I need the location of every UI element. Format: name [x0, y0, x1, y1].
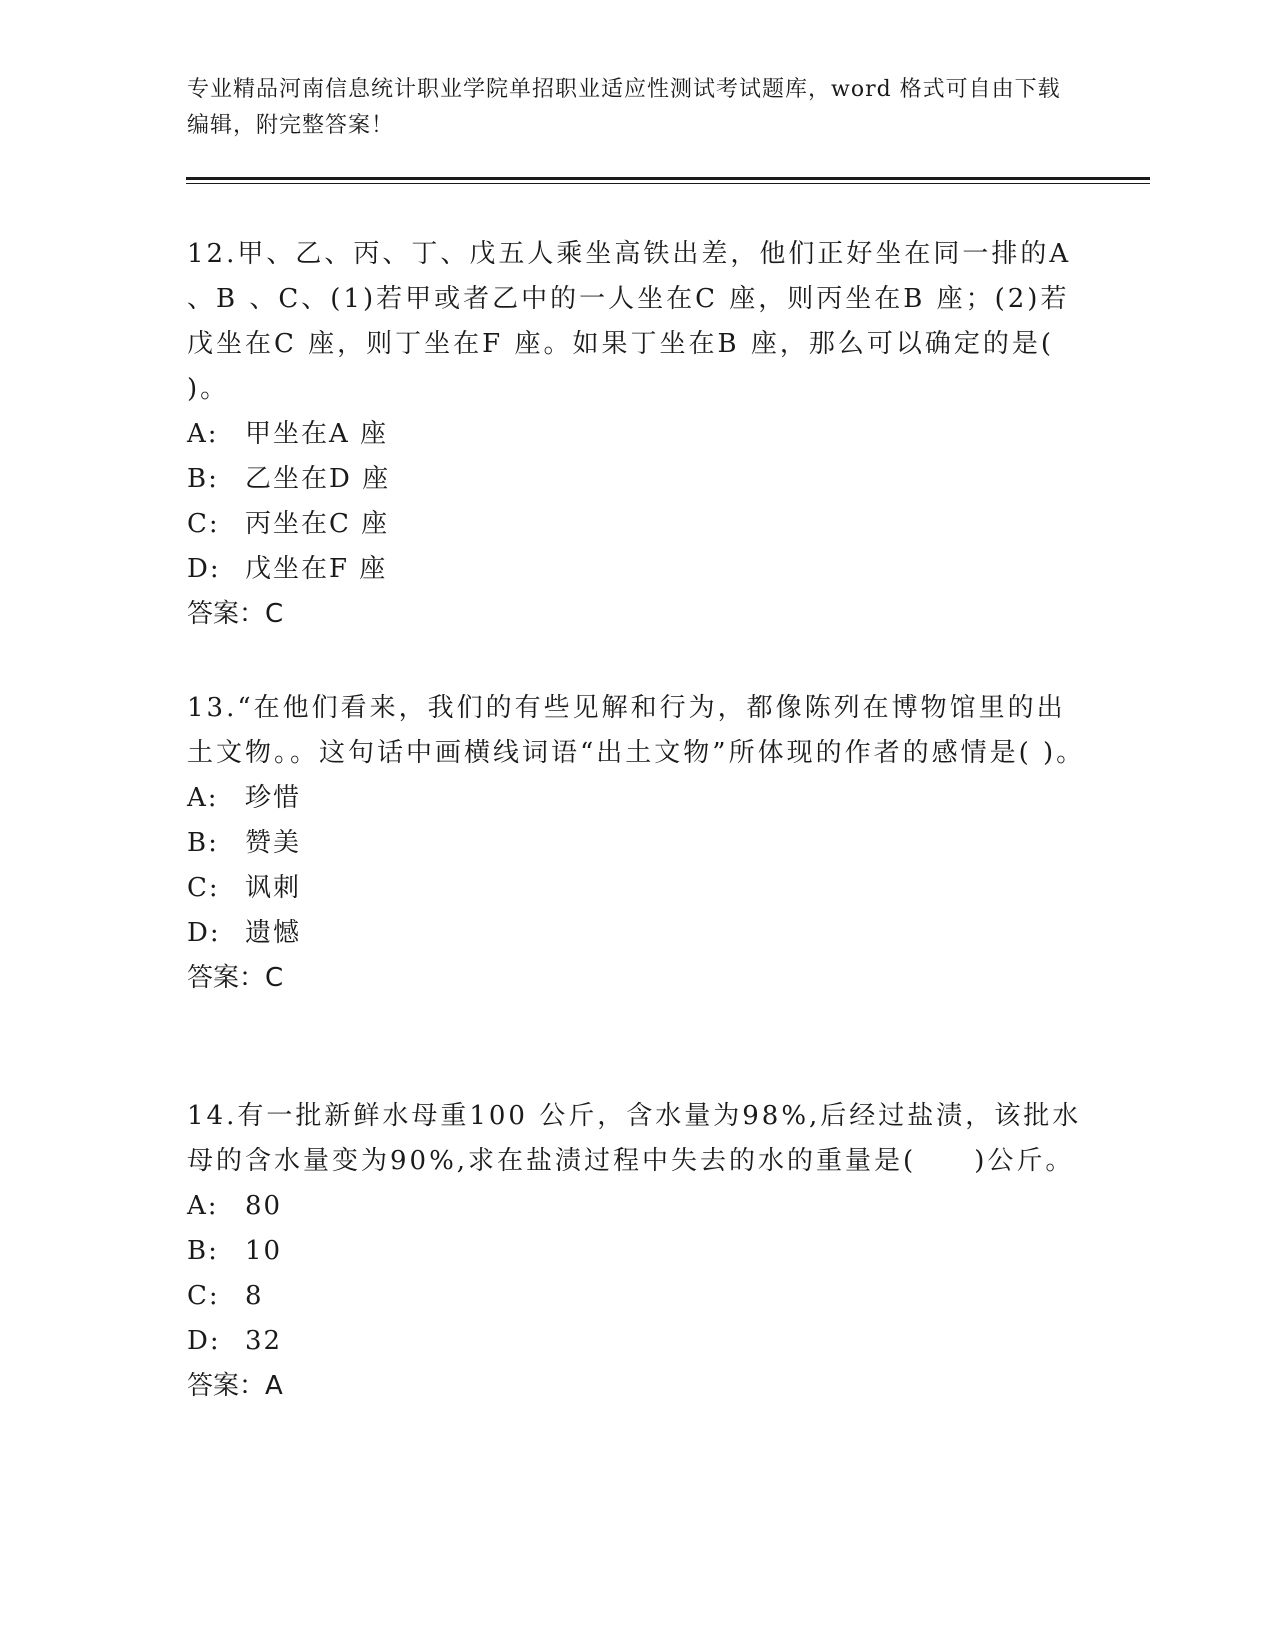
- option-d: [187, 1319, 1087, 1364]
- option-key: D:: [187, 1326, 221, 1356]
- option-c: [187, 866, 1087, 911]
- option-key: B:: [187, 464, 219, 494]
- option-text: 遗憾: [245, 918, 302, 948]
- option-b: [187, 821, 1087, 866]
- question-12: [187, 232, 1087, 637]
- option-key: A:: [187, 783, 219, 813]
- option-c: [187, 502, 1087, 547]
- option-text: 丙坐在C 座: [245, 509, 390, 539]
- question-stem: 13.“在他们看来，我们的有些见解和行为，都像陈列在博物馆里的出土文物。。这句话中画横线词语“出土文物”所体现的作者的感情是( )。: [187, 693, 1086, 768]
- option-a: [187, 1184, 1087, 1229]
- option-b: [187, 1229, 1087, 1274]
- option-key: B:: [187, 1236, 219, 1266]
- option-c: [187, 1274, 1087, 1319]
- option-text: 戊坐在F 座: [245, 554, 388, 584]
- option-text: 32: [245, 1326, 283, 1356]
- option-key: B:: [187, 828, 219, 858]
- option-text: 讽刺: [245, 873, 302, 903]
- option-key: C:: [187, 873, 220, 903]
- option-text: 10: [245, 1236, 283, 1266]
- header-divider-thin: [186, 183, 1150, 184]
- question-14: [187, 1094, 1087, 1409]
- option-text: 80: [245, 1191, 283, 1221]
- answer-line: 答案：A: [187, 1371, 283, 1401]
- option-a: [187, 412, 1087, 457]
- option-key: D:: [187, 554, 221, 584]
- option-key: C:: [187, 509, 220, 539]
- option-d: [187, 547, 1087, 592]
- option-text: 赞美: [245, 828, 302, 858]
- option-key: C:: [187, 1281, 220, 1311]
- option-key: D:: [187, 918, 221, 948]
- option-key: A:: [187, 419, 219, 449]
- option-key: A:: [187, 1191, 219, 1221]
- header-divider: [186, 177, 1150, 180]
- option-text: 乙坐在D 座: [245, 464, 391, 494]
- question-stem: 12.甲、乙、丙、丁、戊五人乘坐高铁出差，他们正好坐在同一排的A 、B 、C、(1)若甲或者乙中的一人坐在C 座，则丙坐在B 座；(2)若戊坐在C 座，则丁坐在F 座。如果丁坐在B 座，那么可以确定的是( )。: [187, 239, 1072, 404]
- option-text: 8: [245, 1281, 264, 1311]
- question-13: [187, 686, 1087, 1001]
- option-b: [187, 457, 1087, 502]
- answer-line: 答案：C: [187, 963, 284, 993]
- option-a: [187, 776, 1087, 821]
- document-header: 专业精品河南信息统计职业学院单招职业适应性测试考试题库，word 格式可自由下载编辑，附完整答案！: [187, 77, 1061, 138]
- option-text: 甲坐在A 座: [245, 419, 389, 449]
- answer-line: 答案：C: [187, 599, 284, 629]
- option-text: 珍惜: [245, 783, 302, 813]
- question-stem: 14.有一批新鲜水母重100 公斤，含水量为98%,后经过盐渍，该批水母的含水量变为90%,求在盐渍过程中失去的水的重量是( )公斤。: [187, 1101, 1082, 1176]
- option-d: [187, 911, 1087, 956]
